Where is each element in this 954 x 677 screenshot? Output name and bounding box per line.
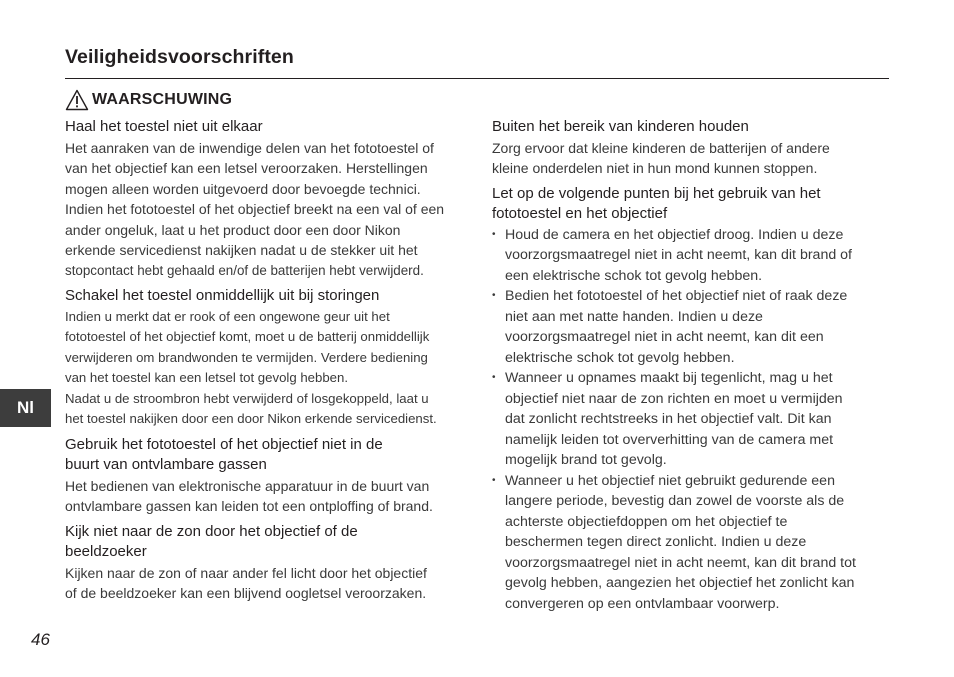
title-divider <box>65 78 889 79</box>
title-line: Gebruik het fototoestel of het objectief niet in de <box>65 435 383 453</box>
section-title <box>492 184 890 225</box>
bullet-line: • Wanneer u opnames maakt bij tegenlicht, mag u het <box>505 370 833 386</box>
bullet-line: gevolg hebben, aangezien het objectief het zonlicht kan <box>505 575 855 591</box>
bullet-list <box>492 225 890 615</box>
body-line: van het toestel kan een letsel tot gevolg hebben. <box>65 370 349 385</box>
list-item <box>492 471 890 615</box>
bullet-line: • Bedien het fototoestel of het objectief niet of raak deze <box>505 288 848 304</box>
body-line: van het objectief kan een letsel veroorzaken. Herstellingen <box>65 160 428 176</box>
title-line: Let op de volgende punten bij het gebruik van het <box>492 184 821 202</box>
bullet-line: voorzorgsmaatregel niet in acht neemt, kan dit brand of <box>505 247 852 263</box>
body-line: Zorg ervoor dat kleine kinderen de batterijen of andere <box>492 139 830 156</box>
body-line: Nadat u de stroombron hebt verwijderd of losgekoppeld, laat u <box>65 390 429 406</box>
body-line: kleine onderdelen niet in hun mond kunnen stoppen. <box>492 160 818 176</box>
section-body <box>65 476 465 517</box>
warning-heading <box>65 88 232 112</box>
section-body <box>492 138 890 179</box>
body-line: mogen alleen worden uitgevoerd door bevoegde technici. <box>65 180 421 197</box>
list-item <box>492 286 890 368</box>
page-title: Veiligheidsvoorschriften <box>65 46 294 68</box>
page-number: 46 <box>31 630 50 649</box>
section-body <box>65 563 465 604</box>
bullet-line: langere periode, bevestig dan zowel de voorste als de <box>505 493 845 509</box>
body-line: het toestel nakijken door een door Nikon erkende servicedienst. <box>65 411 437 426</box>
title-line: Kijk niet naar de zon door het objectief of de <box>65 522 358 540</box>
section-title: Buiten het bereik van kinderen houden <box>492 118 749 135</box>
body-line: Indien u merkt dat er rook of een ongewone geur uit het <box>65 308 390 324</box>
bullet-line: voorzorgsmaatregel niet in acht neemt, kan dit brand tot <box>505 554 856 571</box>
warning-label: WAARSCHUWING <box>92 91 233 108</box>
bullet-line: achterste objectiefdoppen om het objectief te <box>505 513 788 530</box>
title-line: beeldzoeker <box>65 543 147 560</box>
body-line: fototoestel of het objectief komt, moet u de batterij onmiddellijk <box>65 329 430 344</box>
title-line: buurt van ontvlambare gassen <box>65 456 267 473</box>
bullet-line: objectief niet naar de zon richten en moet u vermijden <box>505 390 843 407</box>
body-line: stopcontact hebt gehaald en/of de batterijen hebt verwijderd. <box>65 262 424 278</box>
bullet-line: convergeren op een ontvlambaar voorwerp. <box>505 595 780 612</box>
bullet-line: niet aan met natte handen. Indien u deze <box>505 308 763 325</box>
body-line: ontvlambare gassen kan leiden tot een ontploffing of brand. <box>65 498 433 514</box>
bullet-line: voorzorgsmaatregel niet in acht neemt, kan dit een <box>505 329 824 345</box>
language-tab: Nl <box>0 389 51 427</box>
section-body <box>65 307 465 430</box>
section-title <box>65 435 465 476</box>
section-body <box>65 138 465 282</box>
bullet-line: elektrische schok tot gevolg hebben. <box>505 349 735 366</box>
section-title: Haal het toestel niet uit elkaar <box>65 118 263 135</box>
body-line: erkende servicedienst nakijken nadat u de stekker uit het <box>65 242 418 258</box>
bullet-line: mogelijk brand tot gevolg. <box>505 452 667 468</box>
section-title: Schakel het toestel onmiddellijk uit bij storingen <box>65 287 380 304</box>
list-item <box>492 368 890 471</box>
body-line: verwijderen om brandwonden te vermijden. Verdere bediening <box>65 349 428 365</box>
body-line: Kijken naar de zon of naar ander fel licht door het objectief <box>65 564 427 581</box>
bullet-line: beschermen tegen direct zonlicht. Indien u deze <box>505 534 807 550</box>
body-line: Het aanraken van de inwendige delen van het fototoestel of <box>65 139 434 156</box>
body-line: ander ongeluk, laat u het product door een door Nikon <box>65 221 401 238</box>
left-column <box>65 117 465 604</box>
right-column <box>492 117 890 614</box>
section-title <box>65 522 465 563</box>
bullet-line: • Wanneer u het objectief niet gebruikt gedurende een <box>505 472 835 489</box>
bullet-line: namelijk leiden tot oververhitting van de camera met <box>505 431 834 448</box>
bullet-line: dat zonlicht rechtstreeks in het objectief valt. Dit kan <box>505 411 832 427</box>
body-line: Het bedienen van elektronische apparatuur in de buurt van <box>65 477 430 494</box>
bullet-line: • Houd de camera en het objectief droog. Indien u deze <box>505 226 844 243</box>
bullet-line: een elektrische schok tot gevolg hebben. <box>505 267 763 284</box>
title-line: fototoestel en het objectief <box>492 205 668 222</box>
body-line: of de beeldzoeker kan een blijvend oogletsel veroorzaken. <box>65 585 427 601</box>
list-item <box>492 225 890 287</box>
warning-triangle-icon <box>65 89 89 111</box>
body-line: Indien het fototoestel of het objectief breekt na een val of een <box>65 201 445 217</box>
